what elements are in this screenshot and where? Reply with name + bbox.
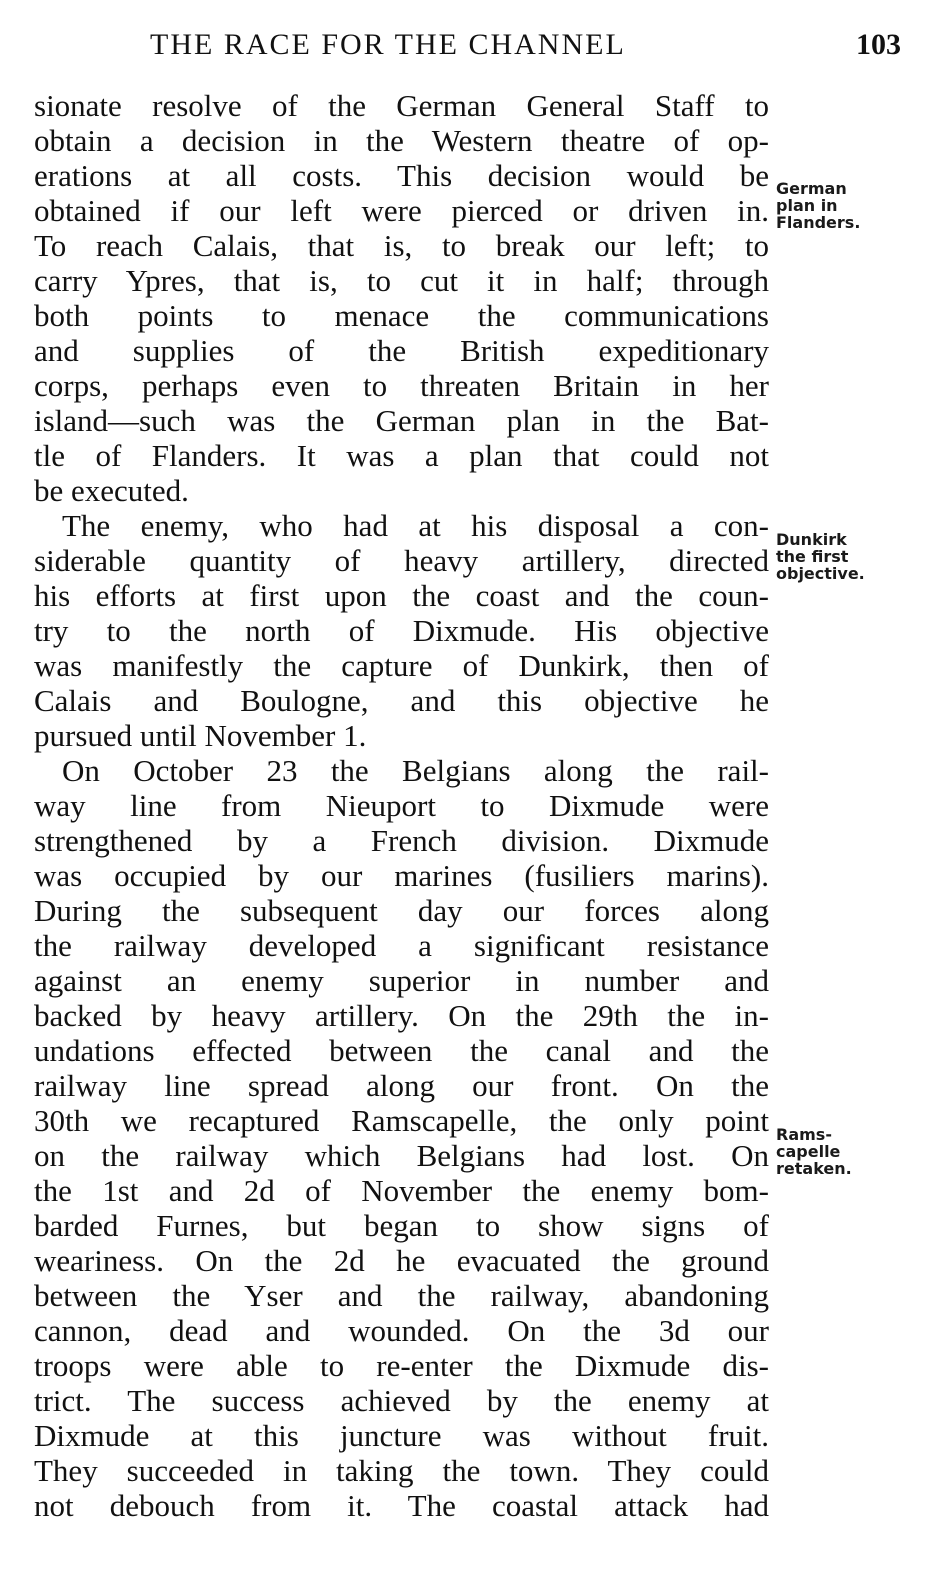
- text-line: During the subsequent day our forces along: [34, 893, 769, 928]
- text-line: trict. The success achieved by the enemy at: [34, 1383, 769, 1418]
- margin-note-line: the first: [776, 547, 849, 566]
- text-line: tle of Flanders. It was a plan that could not: [34, 438, 769, 473]
- text-line: sionate resolve of the German General Staff to: [34, 88, 769, 123]
- paragraph-first-line: The enemy, who had at his disposal a con-: [62, 508, 769, 543]
- text-line: island—such was the German plan in the Bat-: [34, 403, 769, 438]
- text-line: was manifestly the capture of Dunkirk, then of: [34, 648, 769, 683]
- text-line: was occupied by our marines (fusiliers marins).: [34, 858, 769, 893]
- margin-note-line: capelle: [776, 1142, 841, 1161]
- text-line: his efforts at first upon the coast and the coun-: [34, 578, 769, 613]
- margin-note-line: German: [776, 179, 847, 198]
- text-line: undations effected between the canal and the: [34, 1033, 769, 1068]
- text-line: on the railway which Belgians had lost. On: [34, 1138, 769, 1173]
- text-line: the railway developed a significant resistance: [34, 928, 769, 963]
- text-line: obtain a decision in the Western theatre of op-: [34, 123, 769, 158]
- text-line: railway line spread along our front. On the: [34, 1068, 769, 1103]
- text-line: barded Furnes, but began to show signs of: [34, 1208, 769, 1243]
- text-line: and supplies of the British expeditionary: [34, 333, 769, 368]
- text-line: weariness. On the 2d he evacuated the ground: [34, 1243, 769, 1278]
- text-line: carry Ypres, that is, to cut it in half; through: [34, 263, 769, 298]
- text-line: both points to menace the communications: [34, 298, 769, 333]
- text-line: try to the north of Dixmude. His objective: [34, 613, 769, 648]
- running-head-title: THE RACE FOR THE CHANNEL: [150, 28, 626, 61]
- text-line: cannon, dead and wounded. On the 3d our: [34, 1313, 769, 1348]
- text-line: They succeeded in taking the town. They could: [34, 1453, 769, 1488]
- text-line: Dixmude at this juncture was without fruit.: [34, 1418, 769, 1453]
- text-line: erations at all costs. This decision would be: [34, 158, 769, 193]
- text-line: backed by heavy artillery. On the 29th the in-: [34, 998, 769, 1033]
- margin-note-line: objective.: [776, 564, 865, 583]
- text-line: be executed.: [34, 473, 189, 508]
- text-line: against an enemy superior in number and: [34, 963, 769, 998]
- text-line: corps, perhaps even to threaten Britain in her: [34, 368, 769, 403]
- margin-note-dunkirk: [776, 531, 865, 582]
- text-line: way line from Nieuport to Dixmude were: [34, 788, 769, 823]
- text-line: Calais and Boulogne, and this objective he: [34, 683, 769, 718]
- page-number: 103: [856, 28, 901, 61]
- text-line: the 1st and 2d of November the enemy bom-: [34, 1173, 769, 1208]
- text-line: siderable quantity of heavy artillery, directed: [34, 543, 769, 578]
- text-line: strengthened by a French division. Dixmude: [34, 823, 769, 858]
- text-line: To reach Calais, that is, to break our left; to: [34, 228, 769, 263]
- text-line: 30th we recaptured Ramscapelle, the only point: [34, 1103, 769, 1138]
- margin-note-line: Rams-: [776, 1125, 832, 1144]
- margin-note-line: Dunkirk: [776, 530, 847, 549]
- text-line: pursued until November 1.: [34, 718, 367, 753]
- margin-note-line: plan in: [776, 196, 838, 215]
- text-line: not debouch from it. The coastal attack had: [34, 1488, 769, 1523]
- text-line: obtained if our left were pierced or driven in.: [34, 193, 769, 228]
- text-line: between the Yser and the railway, abandoning: [34, 1278, 769, 1313]
- margin-note-line: Flanders.: [776, 213, 861, 232]
- margin-note-line: retaken.: [776, 1159, 852, 1178]
- text-line: troops were able to re-enter the Dixmude dis-: [34, 1348, 769, 1383]
- margin-note-german-plan: [776, 180, 860, 231]
- margin-note-ramscapelle: [776, 1126, 852, 1177]
- paragraph-first-line: On October 23 the Belgians along the rail-: [62, 753, 769, 788]
